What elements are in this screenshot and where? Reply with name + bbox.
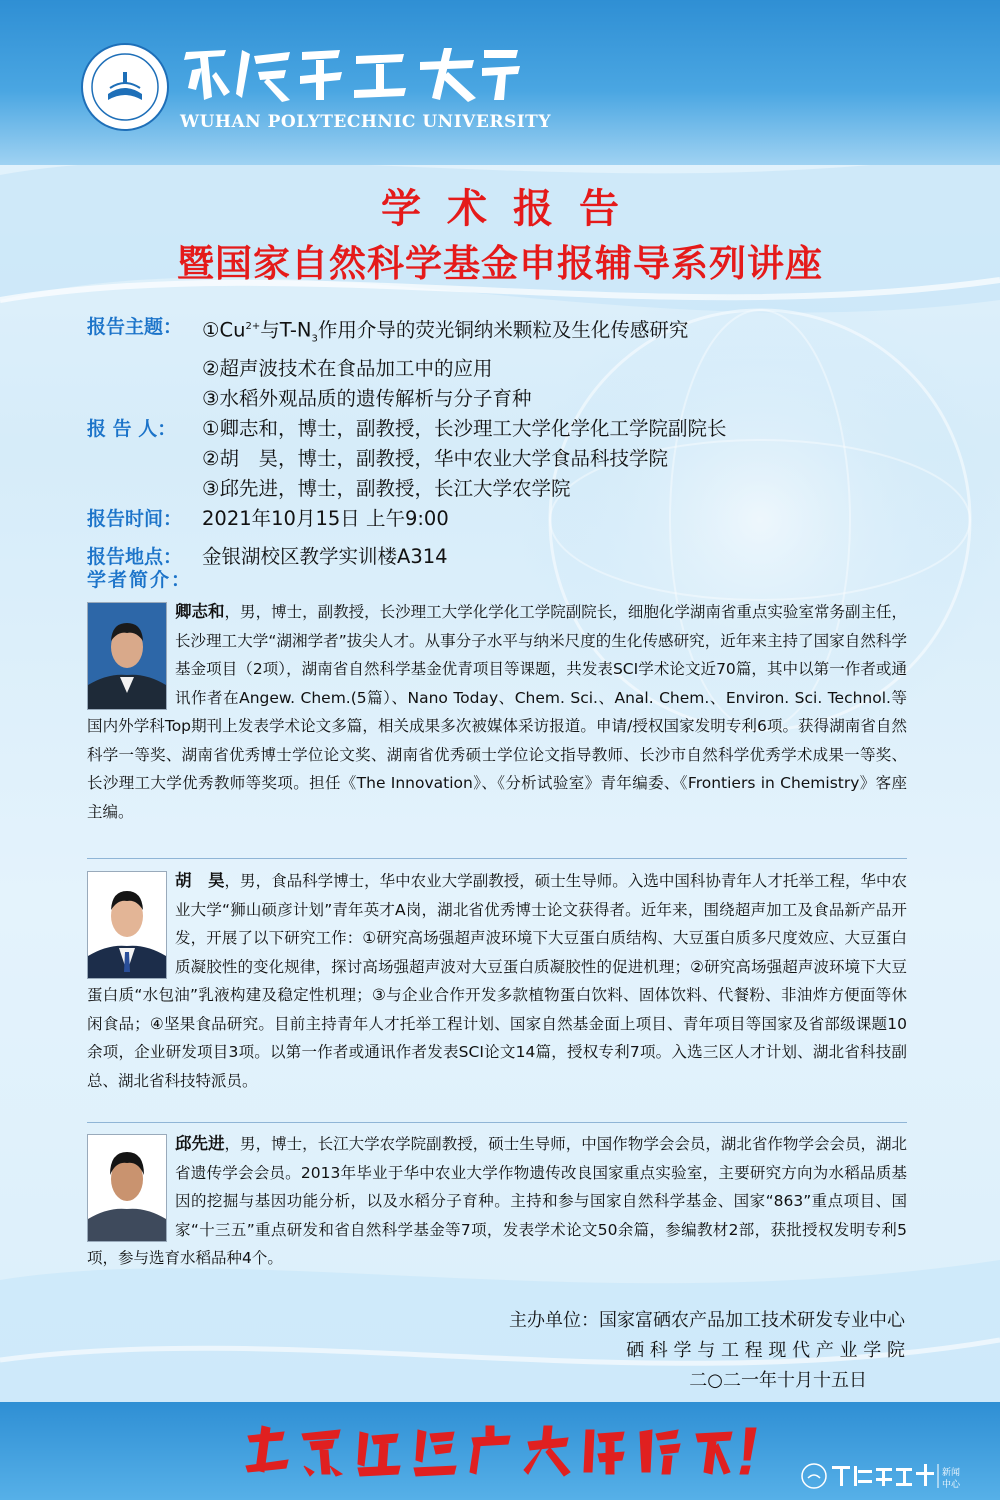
page-subtitle: 暨国家自然科学基金申报辅导系列讲座 xyxy=(177,242,823,285)
organizer-line-2: 硒 科 学 与 工 程 现 代 产 业 学 院 xyxy=(626,1340,905,1361)
bio-text-hu: 胡 昊，男，食品科学博士，华中农业大学副教授，硕士生导师。入选中国科协青年人才托举工程，华中农业大学“狮山硕彦计划”青年英才A岗，湖北省优秀博士论文获得者。近年来，围绕超声加工及食品新产品开发，开展了以下研究工作：①研究高场强超声波环境下大豆蛋白质结构、大豆蛋白质多尺度效应、大豆蛋白质凝胶性的变化规律，探讨高场强超声波对大豆蛋白质凝胶性的促进机理；②研究高场强超声波环境下大豆蛋白质“水包油”乳液构建及稳定性机理；③与企业合作开发多款植物蛋白饮料、固体饮料、代餐粉、非油炸方便面等休闲食品；④坚果食品研究。目前主持青年人才托举工程计划、国家自然基金面上项目、青年项目等国家及省部级课题10余项，企业研发项目3项。以第一作者或通讯作者发表SCI论文14篇，授权专利7项。入选三区人才计划、湖北省科技副总、湖北省科技特派员。 xyxy=(87,871,908,1090)
topic-row xyxy=(87,312,947,414)
organizer-block xyxy=(509,1306,905,1396)
footer-logo-mark xyxy=(800,1458,970,1494)
time-value: 2021年10月15日 上午9:00 xyxy=(202,507,449,531)
speaker-item: ③邱先进，博士，副教授，长江大学农学院 xyxy=(202,477,571,501)
bio-hu xyxy=(87,867,907,1095)
divider xyxy=(87,1122,907,1123)
portrait-photo-qing xyxy=(87,602,167,710)
footer-news-label-2: 中心 xyxy=(942,1480,961,1490)
university-name-calligraphy xyxy=(178,42,523,104)
report-info xyxy=(87,312,947,572)
topic-item: ③水稻外观品质的遗传解析与分子育种 xyxy=(202,387,532,411)
footer-news-label-1: 新闻 xyxy=(942,1468,961,1478)
speaker-label: 报 告 人： xyxy=(87,418,177,441)
bio-text-qiu: 邱先进，男，博士，长江大学农学院副教授，硕士生导师，中国作物学会会员，湖北省作物学会会员，湖北省遗传学会会员。2013年毕业于华中农业大学作物遗传改良国家重点实验室，主要研究方向为水稻品质基因的挖掘与基因功能分析，以及水稻分子育种。主持和参与国家自然科学基金、国家“863”重点项目、国家“十三五”重点研发和省自然科学基金等7项，发表学术论文50余篇，参编教材2部，获批授权发明专利5项，参与选育水稻品种4个。 xyxy=(87,1134,908,1267)
portrait-photo-hu xyxy=(87,871,167,979)
portrait-photo-qiu xyxy=(87,1134,167,1242)
scholar-section-title: 学者简介： xyxy=(87,569,193,591)
speaker-row xyxy=(87,414,947,504)
welcome-slogan-calligraphy xyxy=(240,1422,760,1478)
topic-label: 报告主题： xyxy=(87,316,183,338)
speaker-item: ①卿志和，博士，副教授，长沙理工大学化学化工学院副院长 xyxy=(202,417,727,441)
divider xyxy=(87,858,907,859)
topic-item: ②超声波技术在食品加工中的应用 xyxy=(202,357,493,381)
bio-qiu xyxy=(87,1130,907,1273)
place-row xyxy=(87,542,947,572)
bio-name: 胡 昊 xyxy=(175,871,225,890)
bio-name: 卿志和 xyxy=(175,602,225,621)
organizer-date: 二○二一年十月十五日 xyxy=(689,1370,867,1391)
place-value: 金银湖校区教学实训楼A314 xyxy=(202,545,448,569)
bio-name: 邱先进 xyxy=(175,1134,225,1153)
university-seal-icon xyxy=(80,42,170,132)
organizer-label: 主办单位： xyxy=(509,1310,599,1331)
place-label: 报告地点： xyxy=(87,546,183,569)
time-row xyxy=(87,504,947,534)
organizer-line-1: 主办单位：国家富硒农产品加工技术研发专业中心 xyxy=(509,1310,905,1331)
page-title: 学术报告 xyxy=(381,186,645,232)
university-name-en: WUHAN POLYTECHNIC UNIVERSITY xyxy=(180,112,551,132)
topic-item: $①Cu^{2+}$与$T-N_3$作用介导的荧光铜纳米颗粒及生化传感研究 xyxy=(202,318,689,345)
bio-qing xyxy=(87,598,907,826)
bio-text-qing: 卿志和，男，博士，副教授，长沙理工大学化学化工学院副院长，细胞化学湖南省重点实验室常务副主任，长沙理工大学“湖湘学者”拔尖人才。从事分子水平与纳米尺度的生化传感研究，近年来主持了国家自然科学基金项目（2项），湖南省自然科学基金优青项目等课题，共发表SCI学术论文近70篇，其中以第一作者或通讯作者在Angew. Chem.(5篇）、Nano Today、Chem. Sci.、Anal. Chem.、Environ. Sci. Technol.等国内外学科Top期刊上发表学术论文多篇，相关成果多次被媒体采访报道。申请/授权国家发明专利6项。获得湖南省自然科学一等奖、湖南省优秀博士学位论文奖、湖南省优秀硕士学位论文指导教师、长沙市自然科学优秀学术成果一等奖、长沙理工大学优秀教师等奖项。担任《The Innovation》、《分析试验室》青年编委、《Frontiers in Chemistry》客座主编。 xyxy=(87,602,908,821)
speaker-item: ②胡 昊，博士，副教授，华中农业大学食品科技学院 xyxy=(202,447,668,471)
time-label: 报告时间： xyxy=(87,508,183,531)
